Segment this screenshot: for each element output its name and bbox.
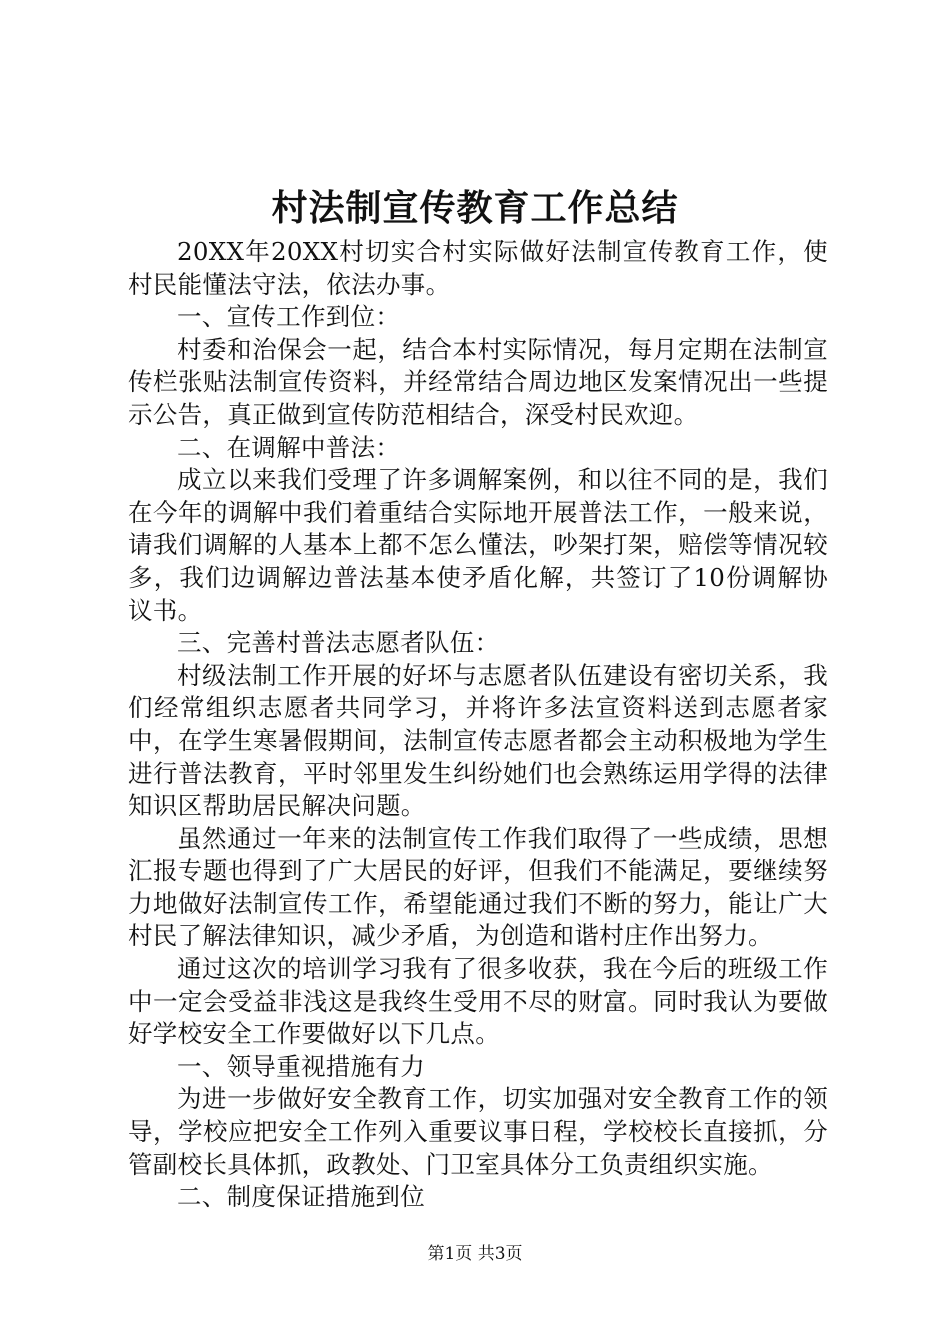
paragraph-leadership: 为进一步做好安全教育工作，切实加强对安全教育工作的领导，学校应把安全工作列入重要议事日程，学校校长直接抓，分管副校长具体抓，政教处、门卫室具体分工负责组织实施。 — [128, 1084, 828, 1179]
paragraph-training: 通过这次的培训学习我有了很多收获，我在今后的班级工作中一定会受益非浅这是我终生受用不尽的财富。同时我认为要做好学校安全工作要做好以下几点。 — [128, 954, 828, 1049]
paragraph-mediation: 成立以来我们受理了许多调解案例，和以往不同的是，我们在今年的调解中我们着重结合实际地开展普法工作，一般来说，请我们调解的人基本上都不怎么懂法，吵架打架，赔偿等情况较多，我们边调解边普法基本使矛盾化解，共签订了10份调解协议书。 — [128, 465, 828, 625]
paragraph-intro: 20XX年20XX村切实合村实际做好法制宣传教育工作，使村民能懂法守法，依法办事。 — [128, 237, 828, 299]
section-heading-2: 二、在调解中普法： — [177, 432, 401, 462]
paragraph-publicity: 村委和治保会一起，结合本村实际情况，每月定期在法制宣传栏张贴法制宣传资料，并经常结合周边地区发案情况出一些提示公告，真正做到宣传防范相结合，深受村民欢迎。 — [128, 334, 828, 429]
section-heading-1: 一、宣传工作到位： — [177, 302, 401, 332]
document-body — [128, 236, 828, 1214]
page-title: 村法制宣传教育工作总结 — [271, 187, 679, 229]
page-number-footer: 第1页 共3页 — [427, 1244, 523, 1264]
section-heading-leadership: 一、领导重视措施有力 — [177, 1051, 425, 1081]
paragraph-conclusion: 虽然通过一年来的法制宣传工作我们取得了一些成绩，思想汇报专题也得到了广大居民的好评，但我们不能满足，要继续努力地做好法制宣传工作，希望能通过我们不断的努力，能让广大村民了解法律知识，减少矛盾，为创造和谐村庄作出努力。 — [128, 823, 828, 951]
section-heading-3: 三、完善村普法志愿者队伍： — [177, 628, 500, 658]
paragraph-volunteers: 村级法制工作开展的好坏与志愿者队伍建设有密切关系，我们经常组织志愿者共同学习，并将许多法宣资料送到志愿者家中，在学生寒暑假期间，法制宣传志愿者都会主动积极地为学生进行普法教育，平时邻里发生纠纷她们也会熟练运用学得的法律知识区帮助居民解决问题。 — [128, 660, 828, 821]
section-heading-system: 二、制度保证措施到位 — [177, 1182, 425, 1212]
